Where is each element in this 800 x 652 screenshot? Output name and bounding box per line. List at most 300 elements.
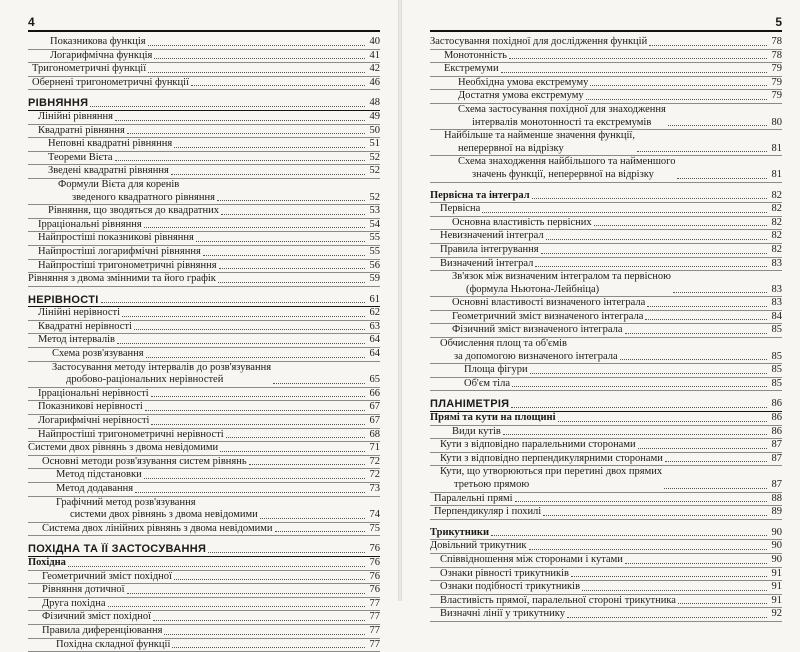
toc-entry-title — [458, 156, 675, 181]
toc-entry[interactable] — [430, 90, 782, 104]
toc-page-number: 85 — [771, 364, 782, 376]
toc-entry[interactable] — [430, 426, 782, 440]
toc-entry-title: Об'єм тіла — [464, 377, 510, 389]
dot-leader — [174, 147, 365, 148]
toc-entry-title: Неповні квадратні рівняння — [48, 138, 173, 150]
dot-leader — [668, 125, 767, 126]
toc-page-number: 76 — [369, 584, 380, 596]
dot-leader — [546, 239, 767, 240]
dot-leader — [273, 383, 365, 384]
toc-page-number: 55 — [369, 232, 380, 244]
toc-entry-title: Метод підстановки — [56, 469, 142, 481]
toc-entry[interactable] — [28, 246, 380, 260]
dot-leader — [638, 448, 767, 449]
toc-list — [28, 36, 380, 652]
dot-leader — [535, 266, 767, 267]
toc-entry[interactable] — [28, 584, 380, 598]
toc-page-number: 53 — [369, 205, 380, 217]
toc-entry[interactable] — [430, 506, 782, 520]
toc-page-number: 86 — [771, 425, 782, 437]
toc-entry-title: Співвідношення між сторонами і кутами — [440, 553, 623, 565]
toc-page-number: 78 — [771, 49, 782, 61]
dot-leader — [249, 464, 365, 465]
toc-entry-title: Квадратні нерівності — [38, 320, 132, 332]
toc-entry[interactable] — [28, 401, 380, 415]
toc-entry[interactable] — [430, 324, 782, 338]
toc-subsection-heading[interactable] — [28, 557, 380, 571]
toc-page-number: 86 — [771, 398, 782, 410]
toc-page-number: 48 — [369, 97, 380, 109]
toc-entry[interactable] — [28, 523, 380, 537]
dot-leader — [196, 241, 365, 242]
toc-entry[interactable] — [430, 540, 782, 554]
section-gap — [430, 183, 782, 190]
toc-entry-title: Схема розв'язування — [52, 348, 144, 360]
toc-page-number: 92 — [771, 608, 782, 620]
toc-entry[interactable] — [28, 469, 380, 483]
toc-entry[interactable] — [430, 217, 782, 231]
toc-entry-title: Системи двох рівнянь з двома невідомими — [28, 442, 219, 454]
toc-page-number: 79 — [771, 90, 782, 102]
dot-leader — [649, 45, 767, 46]
dot-leader — [208, 552, 365, 553]
toc-entry[interactable] — [28, 442, 380, 456]
toc-page-number: 62 — [369, 307, 380, 319]
toc-entry[interactable] — [28, 415, 380, 429]
toc-page-number: 41 — [369, 49, 380, 61]
dot-leader — [135, 492, 365, 493]
dot-leader — [645, 319, 767, 320]
toc-page-number: 46 — [369, 76, 380, 88]
toc-page-number: 59 — [369, 273, 380, 285]
toc-page-number: 81 — [771, 142, 782, 154]
toc-entry-title: Друга похідна — [42, 597, 106, 609]
toc-entry[interactable] — [28, 179, 380, 205]
dot-leader — [558, 421, 767, 422]
toc-entry[interactable] — [430, 338, 782, 364]
dot-leader — [115, 160, 365, 161]
toc-entry-title: Геометричний зміст визначеного інтеграла — [452, 310, 644, 322]
toc-page-number: 52 — [369, 151, 380, 163]
toc-page-number: 89 — [771, 506, 782, 518]
toc-entry[interactable] — [28, 388, 380, 402]
toc-entry-title: Основні методи розв'язування систем рівнянь — [42, 455, 247, 467]
toc-entry-title: Найпростіші показникові рівняння — [38, 232, 194, 244]
toc-entry[interactable] — [28, 571, 380, 585]
toc-entry[interactable] — [28, 639, 380, 652]
toc-entry[interactable] — [430, 581, 782, 595]
dot-leader — [127, 593, 365, 594]
dot-leader — [260, 518, 365, 519]
toc-entry-title: Правила диференціювання — [42, 624, 163, 636]
dot-leader — [127, 133, 365, 134]
toc-entry-title-line: Схема знаходження найбільшого та найменшого — [458, 156, 676, 168]
dot-leader — [220, 451, 365, 452]
toc-entry-title-line: Графічний метод розв'язування — [56, 496, 196, 508]
dot-leader — [532, 198, 767, 199]
toc-entry[interactable] — [28, 497, 380, 523]
toc-entry-title-line: Кути, що утворюються при перетині двох прямих — [440, 466, 663, 478]
toc-page-number: 91 — [771, 567, 782, 579]
toc-entry-title: Площа фігури — [464, 364, 528, 376]
toc-entry[interactable] — [28, 598, 380, 612]
toc-page-number: 76 — [369, 543, 380, 555]
toc-section-heading[interactable] — [28, 543, 380, 557]
dot-leader — [217, 200, 365, 201]
toc-entry[interactable] — [28, 219, 380, 233]
toc-entry-title — [452, 271, 671, 296]
toc-entry-title: Правила інтегрування — [440, 243, 539, 255]
toc-entry-title: Екстремуми — [444, 63, 499, 75]
toc-entry[interactable] — [430, 104, 782, 130]
page-number: 5 — [430, 14, 782, 32]
dot-leader — [664, 488, 767, 489]
toc-page-number: 73 — [369, 483, 380, 494]
toc-entry-title: Основна властивість первісних — [452, 216, 592, 228]
dot-leader — [590, 85, 767, 86]
toc-subsection-heading[interactable] — [430, 190, 782, 204]
toc-page-number: 87 — [771, 479, 782, 490]
toc-page-number: 50 — [369, 124, 380, 136]
toc-entry[interactable] — [430, 50, 782, 64]
toc-entry-title: Застосування похідної для дослідження функцій — [430, 36, 648, 47]
toc-entry[interactable] — [28, 348, 380, 362]
toc-page-number: 90 — [771, 526, 782, 538]
toc-entry-title: Кути з відповідно перпендикулярними сторонами — [440, 452, 663, 464]
dot-leader — [509, 58, 767, 59]
dot-leader — [101, 302, 365, 303]
toc-entry-title: Найпростіші логарифмічні рівняння — [38, 245, 201, 257]
toc-entry-title: Монотонність — [444, 49, 507, 61]
toc-entry[interactable] — [28, 111, 380, 125]
toc-page-number: 82 — [771, 243, 782, 255]
toc-page-number: 88 — [771, 492, 782, 504]
toc-page-number: 86 — [771, 412, 782, 424]
toc-entry[interactable] — [28, 232, 380, 246]
dot-leader — [146, 357, 365, 358]
dot-leader — [503, 434, 767, 435]
toc-entry-title: Ірраціональні рівняння — [38, 218, 142, 230]
book-gutter — [398, 0, 402, 601]
toc-entry[interactable] — [430, 453, 782, 467]
toc-entry-title-line: дробово-раціональних нерівностей — [66, 374, 224, 386]
toc-entry-title-line: Обчислення площ та об'ємів — [440, 338, 568, 350]
toc-entry[interactable] — [28, 483, 380, 497]
dot-leader — [571, 576, 767, 577]
toc-list — [430, 36, 782, 622]
toc-entry[interactable] — [430, 439, 782, 453]
toc-entry-title: Система двох лінійних рівнянь з двома невідомими — [42, 522, 273, 534]
toc-page-number: 81 — [771, 168, 782, 180]
toc-entry-title: Види кутів — [452, 425, 501, 437]
dot-leader — [515, 501, 767, 502]
dot-leader — [647, 306, 767, 307]
toc-entry[interactable] — [28, 138, 380, 152]
toc-entry-title: Логарифмічна функція — [50, 49, 153, 61]
toc-entry-title — [440, 338, 618, 363]
dot-leader — [512, 386, 767, 387]
section-gap — [28, 90, 380, 97]
toc-entry[interactable] — [430, 364, 782, 378]
dot-leader — [90, 106, 365, 107]
toc-page-number: 64 — [369, 348, 380, 360]
toc-subsection-heading[interactable] — [430, 527, 782, 541]
toc-page-number: 90 — [771, 540, 782, 552]
section-gap — [28, 287, 380, 294]
dot-leader — [144, 227, 365, 228]
toc-page-number: 84 — [771, 310, 782, 322]
toc-entry-title — [458, 104, 666, 129]
toc-page-number: 72 — [369, 469, 380, 481]
toc-page-number: 91 — [771, 581, 782, 593]
toc-entry-title: Первісна та інтеграл — [430, 189, 530, 201]
dot-leader — [144, 478, 365, 479]
toc-entry[interactable] — [430, 554, 782, 568]
toc-page-number: 76 — [369, 556, 380, 568]
section-gap — [430, 520, 782, 527]
toc-page-number: 83 — [771, 283, 782, 295]
toc-page-number: 64 — [369, 334, 380, 346]
toc-page-number: 79 — [771, 63, 782, 75]
toc-entry-title-line: значень функції, неперервної на відрізку — [472, 168, 654, 180]
toc-entry-title-line: (формула Ньютона-Лейбніца) — [466, 283, 600, 295]
toc-entry[interactable] — [28, 625, 380, 639]
dot-leader — [68, 566, 365, 567]
toc-entry[interactable] — [28, 611, 380, 625]
toc-entry-title: НЕРІВНОСТІ — [28, 293, 99, 306]
toc-entry-title: Похідна складної функції — [56, 638, 171, 650]
toc-entry-title: РІВНЯННЯ — [28, 97, 89, 110]
toc-page-number: 76 — [369, 570, 380, 582]
toc-entry[interactable] — [28, 152, 380, 166]
dot-leader — [148, 72, 365, 73]
toc-page-number: 72 — [369, 455, 380, 467]
toc-entry[interactable] — [28, 50, 380, 64]
dot-leader — [164, 634, 365, 635]
toc-entry-title: Обернені тригонометричні функції — [32, 76, 189, 88]
toc-entry-title: Рівняння, що зводяться до квадратних — [48, 205, 219, 217]
toc-entry[interactable] — [430, 230, 782, 244]
toc-section-heading[interactable] — [430, 398, 782, 412]
dot-leader — [115, 120, 365, 121]
toc-entry[interactable] — [28, 307, 380, 321]
toc-page-number: 87 — [771, 439, 782, 451]
dot-leader — [145, 410, 365, 411]
toc-entry-title: Показникові нерівності — [38, 401, 143, 413]
toc-page-number: 61 — [369, 293, 380, 305]
dot-leader — [543, 515, 767, 516]
toc-entry[interactable] — [28, 260, 380, 274]
toc-entry-title: Рівняння дотичної — [42, 584, 125, 596]
toc-entry-title: Теореми Вієта — [48, 151, 113, 163]
dot-leader — [117, 343, 365, 344]
toc-page-number: 77 — [369, 597, 380, 609]
toc-entry[interactable] — [430, 271, 782, 297]
toc-page-number: 71 — [369, 442, 380, 454]
toc-entry-title: Найпростіші тригонометричні нерівності — [38, 428, 224, 440]
toc-entry[interactable] — [430, 311, 782, 325]
toc-entry-title — [56, 497, 258, 522]
toc-entry[interactable] — [430, 258, 782, 272]
toc-entry-title — [440, 466, 662, 491]
toc-entry[interactable] — [430, 130, 782, 156]
toc-entry-title: Фізичний зміст похідної — [42, 611, 152, 623]
toc-entry-title: Властивість прямої, паралельної стороні трикутника — [440, 594, 676, 606]
toc-page-number: 52 — [369, 165, 380, 177]
toc-section-heading[interactable] — [28, 294, 380, 308]
toc-entry-title: Кути з відповідно паралельними сторонами — [440, 439, 636, 451]
toc-entry-title: Достатня умова екстремуму — [458, 90, 584, 102]
toc-entry[interactable] — [430, 297, 782, 311]
dot-leader — [122, 316, 365, 317]
dot-leader — [482, 212, 767, 213]
toc-page-number: 85 — [771, 350, 782, 362]
toc-page-number: 65 — [369, 374, 380, 386]
toc-entry-title-line: системи двох рівнянь з двома невідомими — [70, 509, 258, 521]
toc-page-number: 74 — [369, 509, 380, 521]
toc-entry-title: Ірраціональні нерівності — [38, 387, 149, 399]
toc-page-number: 77 — [369, 624, 380, 636]
toc-entry-title — [58, 179, 215, 204]
toc-entry-title: Первісна — [440, 203, 481, 215]
toc-entry[interactable] — [430, 156, 782, 182]
right-page — [404, 0, 800, 620]
dot-leader — [153, 620, 365, 621]
dot-leader — [203, 255, 365, 256]
dot-leader — [275, 531, 366, 532]
section-gap — [28, 536, 380, 543]
toc-entry[interactable] — [430, 378, 782, 392]
toc-entry-title-line: інтервалів монотонності та екстремумів — [472, 116, 652, 128]
toc-page-number: 78 — [771, 36, 782, 47]
toc-entry-title: ПОХІДНА ТА ЇЇ ЗАСТОСУВАННЯ — [28, 543, 207, 556]
dot-leader — [620, 359, 767, 360]
toc-entry[interactable] — [28, 334, 380, 348]
toc-entry[interactable] — [430, 568, 782, 582]
toc-entry-title: Квадратні рівняння — [38, 124, 125, 136]
toc-page-number: 75 — [369, 522, 380, 534]
toc-entry[interactable] — [28, 456, 380, 470]
toc-page-number: 51 — [369, 138, 380, 150]
dot-leader — [665, 461, 767, 462]
toc-page-number: 82 — [771, 216, 782, 228]
toc-subsection-heading[interactable] — [430, 412, 782, 426]
toc-entry[interactable] — [28, 362, 380, 388]
toc-entry[interactable] — [28, 125, 380, 139]
toc-page-number: 56 — [369, 259, 380, 271]
toc-page-number: 82 — [771, 203, 782, 215]
dot-leader — [501, 72, 767, 73]
toc-section-heading[interactable] — [28, 97, 380, 111]
toc-entry-title: Лінійні рівняння — [38, 110, 113, 122]
toc-entry-title: Логарифмічні нерівності — [38, 415, 150, 427]
toc-entry[interactable] — [430, 63, 782, 77]
toc-entry[interactable] — [28, 273, 380, 287]
toc-page-number: 68 — [369, 428, 380, 440]
toc-page-number: 83 — [771, 257, 782, 269]
dot-leader — [151, 424, 365, 425]
dot-leader — [678, 603, 767, 604]
toc-entry[interactable] — [430, 36, 782, 50]
toc-entry[interactable] — [430, 466, 782, 492]
toc-page-number: 85 — [771, 324, 782, 336]
toc-entry[interactable] — [28, 77, 380, 91]
dot-leader — [174, 579, 365, 580]
toc-page-number: 82 — [771, 230, 782, 242]
toc-entry-title: Прямі та кути на площині — [430, 412, 556, 424]
page-number: 4 — [28, 14, 380, 32]
toc-page-number: 42 — [369, 63, 380, 75]
toc-entry-title-line: Зв'язок між визначеним інтегралом та первісною — [452, 271, 671, 283]
toc-page-number: 67 — [369, 401, 380, 413]
dot-leader — [637, 151, 767, 152]
dot-leader — [191, 85, 365, 86]
dot-leader — [530, 373, 767, 374]
toc-entry-title: Рівняння з двома змінними та його графік — [28, 273, 216, 285]
toc-entry[interactable] — [430, 244, 782, 258]
dot-leader — [625, 333, 768, 334]
toc-entry-title: Паралельні прямі — [434, 492, 513, 504]
toc-entry[interactable] — [28, 36, 380, 50]
toc-entry[interactable] — [430, 608, 782, 622]
toc-entry[interactable] — [430, 203, 782, 217]
dot-leader — [148, 45, 365, 46]
toc-entry-title: Довільний трикутник — [430, 540, 527, 552]
dot-leader — [541, 253, 767, 254]
toc-page-number: 87 — [771, 452, 782, 464]
toc-entry[interactable] — [28, 429, 380, 443]
toc-entry-title: Трикутники — [430, 526, 490, 538]
toc-page-number: 55 — [369, 245, 380, 257]
toc-entry-title: Лінійні нерівності — [38, 307, 121, 319]
toc-entry-title-line: неперервної на відрізку — [458, 142, 564, 154]
dot-leader — [491, 535, 767, 536]
toc-entry-title: Найпростіші тригонометричні рівняння — [38, 259, 217, 271]
toc-entry[interactable] — [430, 493, 782, 507]
toc-page-number: 54 — [369, 218, 380, 230]
dot-leader — [221, 214, 365, 215]
toc-entry-title: Метод інтервалів — [38, 334, 115, 346]
toc-entry[interactable] — [28, 205, 380, 219]
toc-page-number: 77 — [369, 611, 380, 623]
toc-entry-title-line: Схема застосування похідної для знаходження — [458, 103, 666, 115]
toc-entry-title-line: третьою прямою — [454, 479, 530, 490]
toc-page-number: 52 — [369, 191, 380, 203]
dot-leader — [567, 617, 767, 618]
toc-page-number: 77 — [369, 638, 380, 650]
toc-entry-title: Фізичний зміст визначеного інтеграла — [452, 324, 623, 336]
toc-entry-title: Зведені квадратні рівняння — [48, 165, 169, 177]
toc-entry[interactable] — [28, 321, 380, 335]
dot-leader — [529, 549, 767, 550]
dot-leader — [511, 407, 767, 408]
toc-entry-title-line: Застосування методу інтервалів до розв'язування — [52, 361, 272, 373]
toc-entry[interactable] — [28, 165, 380, 179]
toc-entry-title: Ознаки подібності трикутників — [440, 581, 581, 593]
toc-entry-title-line: Найбільше та найменше значення функції, — [444, 130, 635, 142]
section-gap — [430, 391, 782, 398]
toc-entry[interactable] — [430, 77, 782, 91]
toc-entry-title: Необхідна умова екстремуму — [458, 76, 589, 88]
dot-leader — [594, 225, 767, 226]
toc-entry-title: Похідна — [28, 556, 66, 568]
dot-leader — [151, 396, 365, 397]
toc-entry-title: Ознаки рівності трикутників — [440, 567, 569, 579]
toc-entry[interactable] — [28, 63, 380, 77]
dot-leader — [677, 178, 767, 179]
toc-entry[interactable] — [430, 595, 782, 609]
toc-page-number: 49 — [369, 110, 380, 122]
